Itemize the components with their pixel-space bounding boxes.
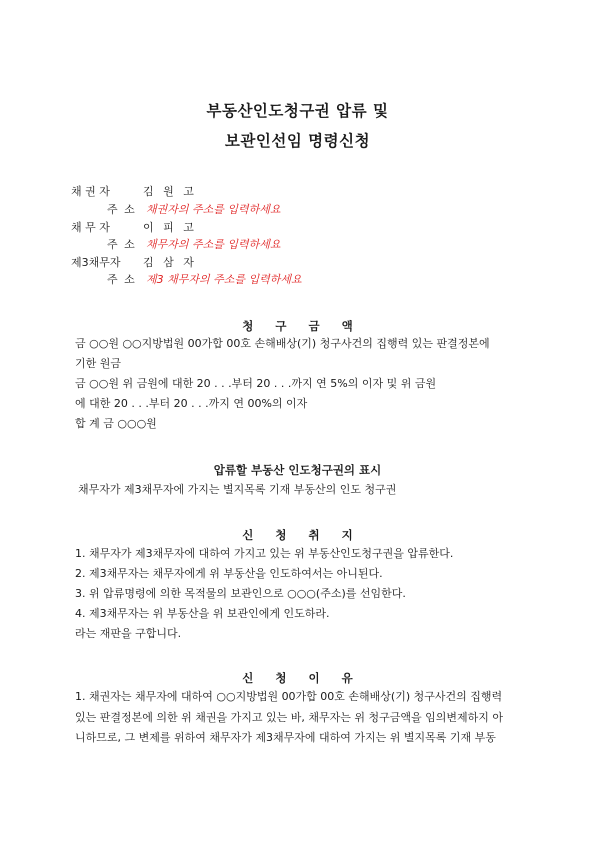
purpose-item: 4. 제3채무자는 위 부동산을 위 보관인에게 인도하라.: [75, 607, 330, 620]
section-heading-purpose: 신 청 취 지: [242, 528, 353, 542]
address-label: 주 소: [107, 273, 135, 286]
section-heading-claim: 청 구 금 액: [242, 319, 353, 333]
party-role: 채 권 자: [71, 185, 110, 198]
party-role: 채 무 자: [71, 221, 110, 234]
purpose-closing: 라는 재판을 구합니다.: [75, 627, 182, 640]
purpose-item: 1. 채무자가 제3채무자에 대하여 가지고 있는 위 부동산인도청구권을 압류한다.: [75, 547, 454, 560]
party-name: 이 피 고: [143, 221, 194, 234]
document-title-line2: 보관인선임 명령신청: [224, 132, 371, 150]
party-name: 김 원 고: [143, 185, 194, 198]
claim-line: 금 ○○원 ○○지방법원 00가합 00호 손해배상(기) 청구사건의 집행력 있는 판결정본에: [75, 337, 490, 350]
claim-line: 금 ○○원 위 금원에 대한 20 . . .부터 20 . . .까지 연 5%의 이자 및 위 금원: [75, 377, 437, 390]
section-heading-reason: 신 청 이 유: [242, 671, 353, 685]
claim-total: 합 계 금 ○○○원: [75, 417, 157, 430]
address-value[interactable]: 제3 채무자의 주소를 입력하세요: [146, 273, 302, 286]
address-label: 주 소: [107, 203, 135, 216]
display-text: 채무자가 제3채무자에 가지는 별지목록 기재 부동산의 인도 청구권: [78, 483, 397, 496]
reason-line: 있는 판결정본에 의한 위 채권을 가지고 있는 바, 채무자는 위 청구금액을 임의변제하지 아: [75, 711, 503, 724]
address-value[interactable]: 채무자의 주소를 입력하세요: [146, 238, 281, 251]
claim-line: 기한 원금: [75, 357, 122, 370]
party-role: 제3채무자: [71, 256, 121, 269]
document-title-line1: 부동산인도청구권 압류 및: [206, 102, 389, 120]
section-heading-display: 압류할 부동산 인도청구권의 표시: [213, 463, 382, 477]
reason-line: 1. 채권자는 채무자에 대하여 ○○지방법원 00가합 00호 손해배상(기) 청구사건의 집행력: [75, 690, 503, 703]
address-label: 주 소: [107, 238, 135, 251]
purpose-item: 2. 제3채무자는 채무자에게 위 부동산을 인도하여서는 아니된다.: [75, 567, 383, 580]
claim-line: 에 대한 20 . . .부터 20 . . .까지 연 00%의 이자: [75, 397, 308, 410]
party-name: 김 삼 자: [143, 256, 194, 269]
reason-line: 니하므로, 그 변제를 위하여 채무자가 제3채무자에 대하여 가지는 위 별지목록 기재 부동: [75, 731, 496, 744]
address-value[interactable]: 채권자의 주소를 입력하세요: [146, 203, 281, 216]
purpose-item: 3. 위 압류명령에 의한 목적물의 보관인으로 ○○○(주소)를 선임한다.: [75, 587, 406, 600]
